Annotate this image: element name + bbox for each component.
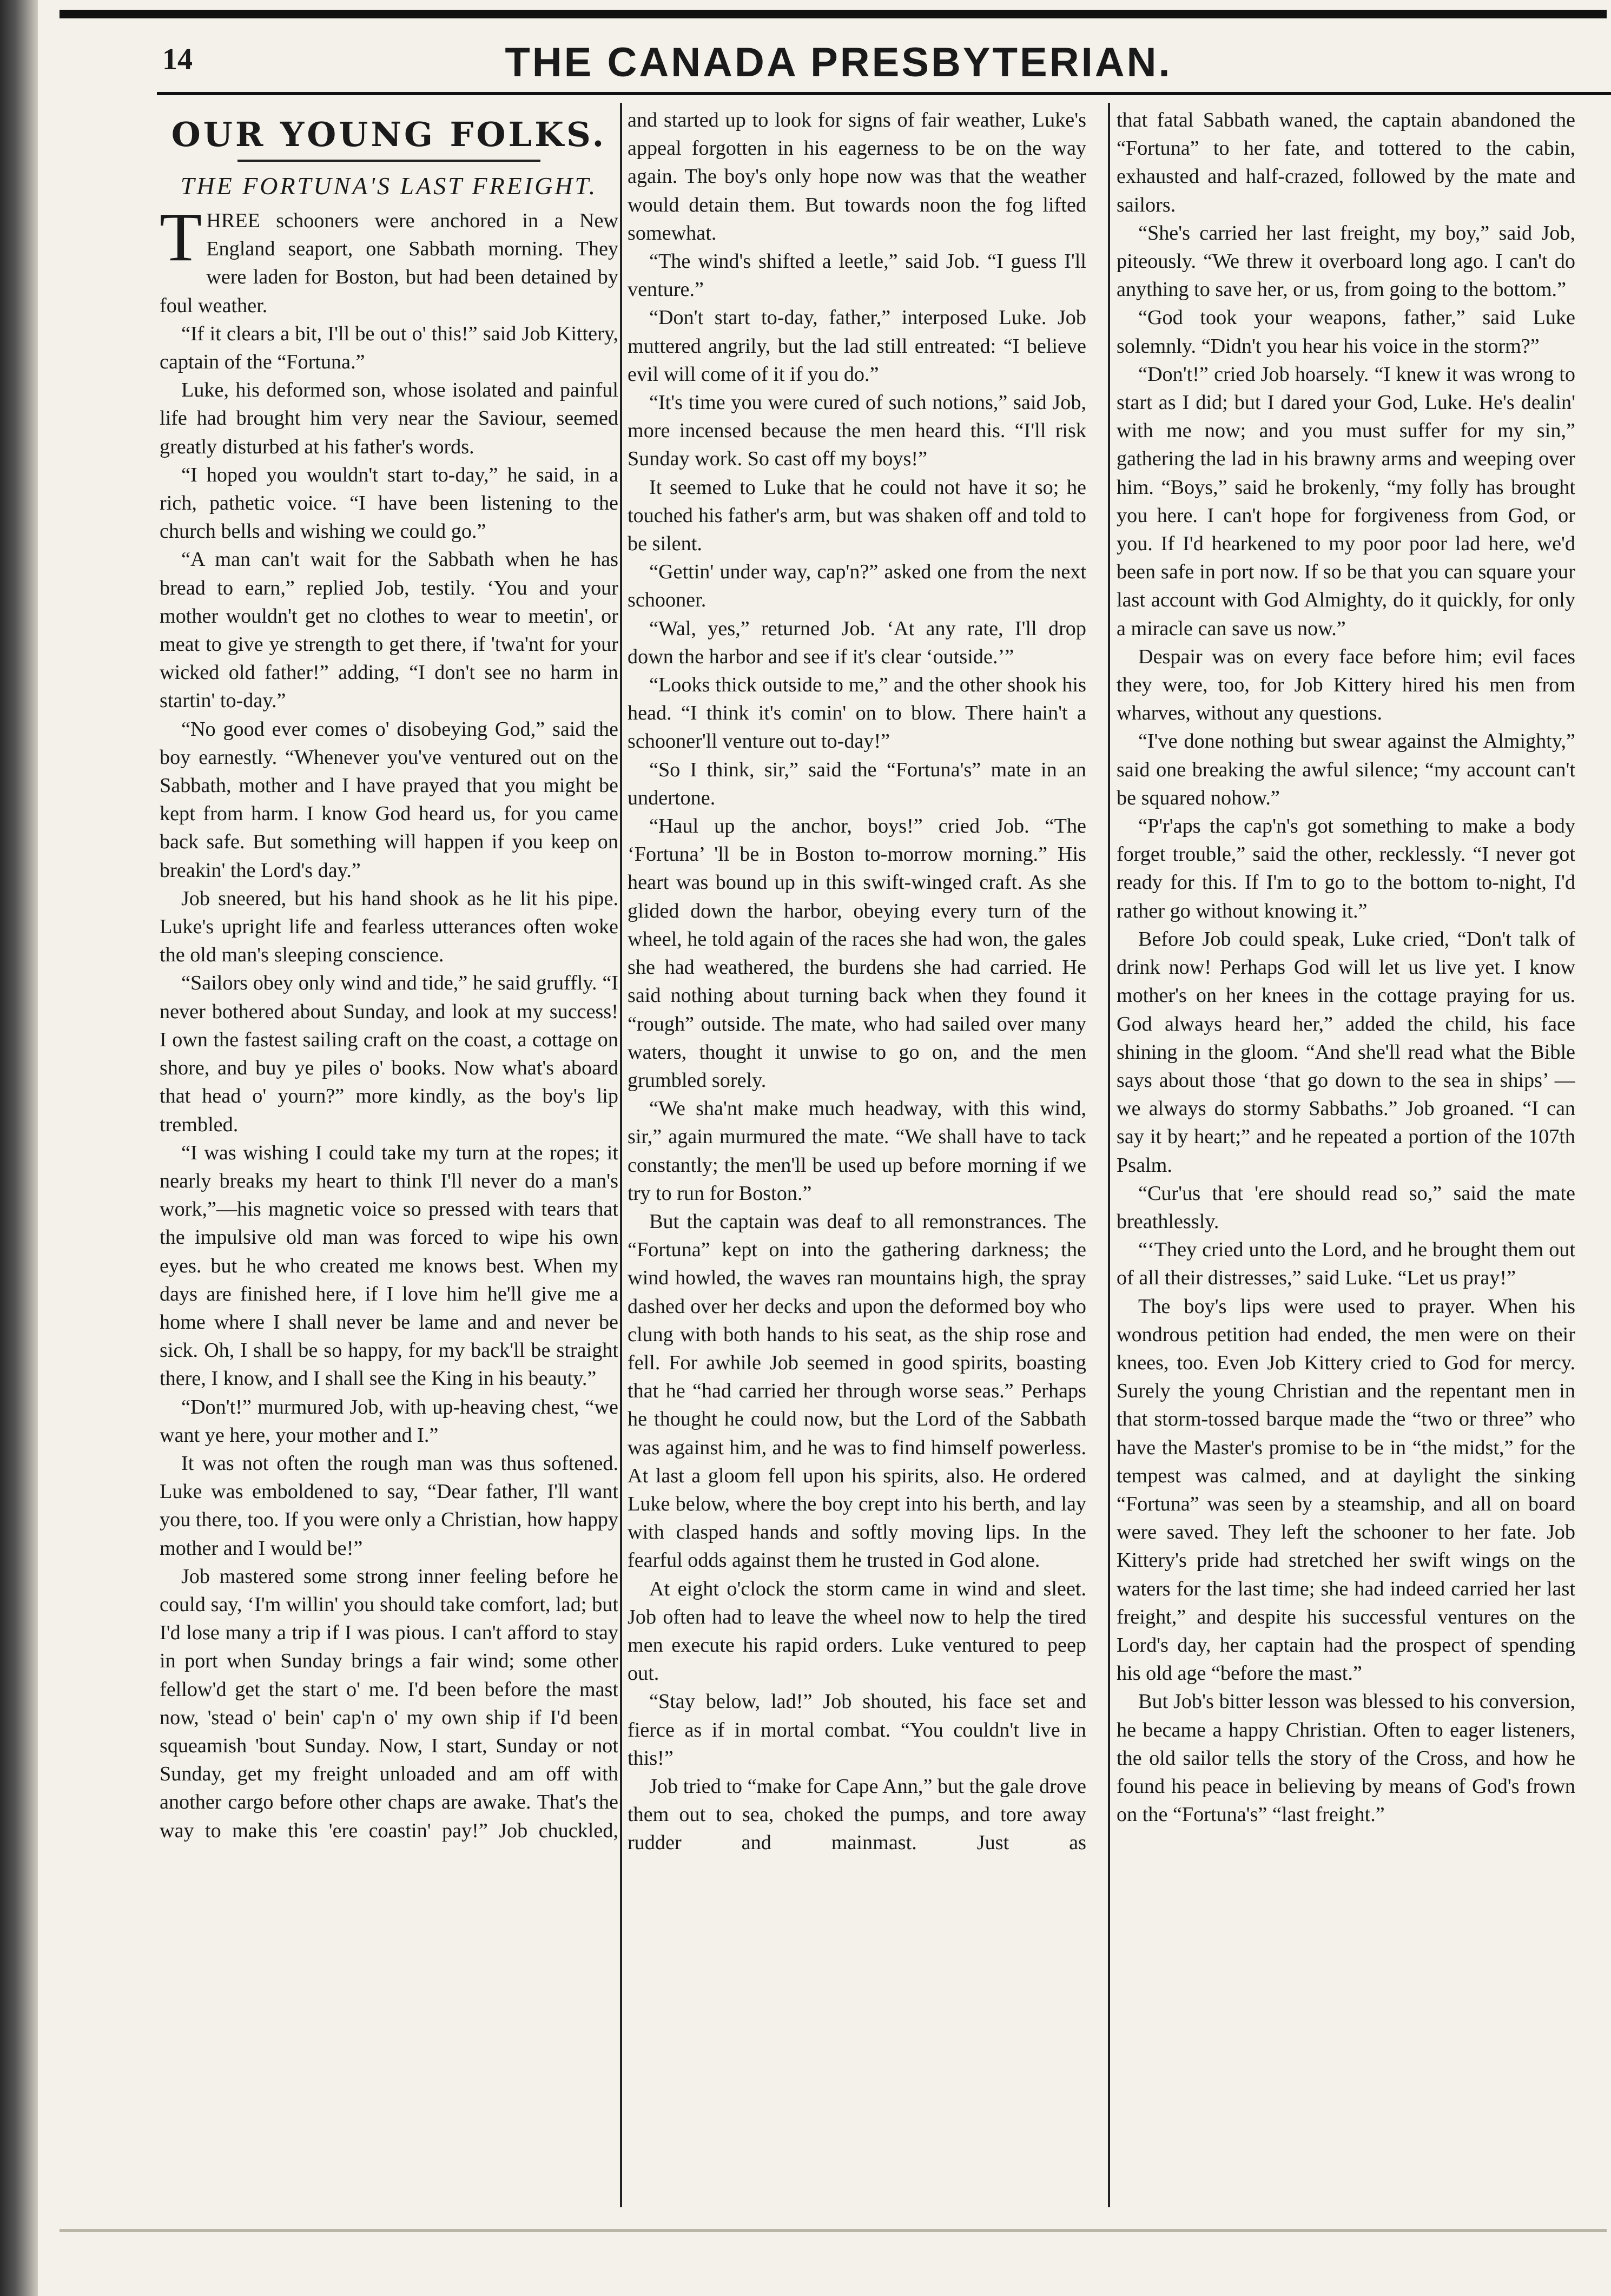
paragraph: and started up to look for signs of fair weather, Luke's appeal forgotten in his eagerness to be on the way again. The boy's only hope now was that the weather would detain them. But towards noon the fog lifted somewhat. <box>628 109 1086 245</box>
paragraph: “It's time you were cured of such notions,” said Job, more incensed because the men heard this. “I'll risk Sunday work. So cast off my boys!” <box>628 391 1086 471</box>
paragraph: “Haul up the anchor, boys!” cried Job. “The ‘Fortuna’ 'll be in Boston to-morrow morning.” His heart was bound up in this swift-winged craft. As she glided down the harbor, obeying every turn of the wheel, he told again of the races she had won, the gales she had weathered, the burdens she had carried. He said nothing about turning back when they found it “rough” outside. The mate, who had sailed over many waters, thought it unwise to go on, and the men grumbled sorely. <box>628 815 1086 1092</box>
paragraph: “Wal, yes,” returned Job. ‘At any rate, I'll drop down the harbor and see if it's clear ‘outside.’” <box>628 617 1086 668</box>
paragraph: “I've done nothing but swear against the Almighty,” said one breaking the awful silence; “my account can't be squared nohow.” <box>1117 730 1575 809</box>
paragraph: “We sha'nt make much headway, with this wind, sir,” again murmured the mate. “We shall have to tack constantly; the men'll be used up before morning if we try to run for Boston.” <box>628 1097 1086 1205</box>
section-title: OUR YOUNG FOLKS. <box>171 115 607 154</box>
paragraph: “Don't!” murmured Job, with up-heaving chest, “we want ye here, your mother and I.” <box>160 1395 618 1447</box>
paragraph: “The wind's shifted a leetle,” said Job. “I guess I'll venture.” <box>628 250 1086 301</box>
header-rule <box>157 92 1611 95</box>
section-rule <box>237 160 540 162</box>
paragraph: “‘They cried unto the Lord, and he brought them out of all their distresses,” said Luke. “Let us pray!” <box>1117 1238 1575 1290</box>
page-number: 14 <box>162 43 193 76</box>
paragraph: “Don't!” cried Job hoarsely. “I knew it was wrong to start as I did; but I dared your God, Luke. He's dealin' with me now; and you must suffer for my sin,” gathering the lad in his brawny arms and weeping over him. “Boys,” said he brokenly, “my folly has brought you here. I can't hope for forgiveness from God, or you. If I'd hearkened to my poor poor lad here, we'd been safe in port now. If so be that you can square your last account with God Almighty, do it quickly, for only a miracle can save us now.” <box>1117 362 1575 640</box>
article-column-3 <box>1117 106 1575 2205</box>
article-column-2 <box>628 106 1086 2205</box>
paragraph: Job tried to “make for Cape Ann,” but the gale drove them out to sea, choked the pumps, and tore away rudder and mainmast. Just as <box>628 1774 1086 1855</box>
paragraph: It was not often the rough man was thus softened. Luke was emboldened to say, “Dear father, I'll want you there, too. If you were only a Christian, how happy mother and I would be!” <box>160 1452 618 1560</box>
paragraph: that fatal Sabbath waned, the captain abandoned the “Fortuna” to her fate, and tottered to the cabin, exhausted and half-crazed, followed by the mate and sailors. <box>1117 109 1575 216</box>
bottom-margin-rule <box>60 2229 1607 2232</box>
column-divider <box>1108 103 1110 2207</box>
paragraph: “No good ever comes o' disobeying God,” said the boy earnestly. “Whenever you've ventured out on the Sabbath, mother and I have prayed that you might be kept from harm. I know God heard us, for you came back safe. But something will happen if you keep on breakin' the Lord's day.” <box>160 717 618 882</box>
masthead-title: THE CANADA PRESBYTERIAN. <box>505 39 1172 85</box>
paragraph-text: HREE schooners were anchored in a New England seaport, one Sabbath morning. They were laden for Boston, but had been detained by foul weather. <box>160 209 618 317</box>
paragraph: “She's carried her last freight, my boy,” said Job, piteously. “We threw it overboard long ago. I can't do anything to save her, or us, from going to the bottom.” <box>1117 221 1575 301</box>
paragraph: Job mastered some strong inner feeling before he could say, ‘I'm willin' you should take comfort, lad; but I'd lose many a trip if I was pious. I can't afford to stay in port when Sunday brings a fair wind; some other fellow'd get the start o' me. I'd been before the mast now, 'stead o' bein' cap'n o' my own ship if I'd been squeamish 'bout Sunday. Now, I start, Sunday or not Sunday, get my freight unloaded and am off with another cargo before other chaps are awake. That's the way to make this 'ere coastin' pay!” Job chuckled, <box>160 1565 618 1842</box>
story-title: THE FORTUNA'S LAST FREIGHT. <box>180 172 598 200</box>
page-binding-edge <box>0 0 38 2296</box>
column-divider <box>620 103 622 2207</box>
article-column-1 <box>160 106 618 2205</box>
paragraph: The boy's lips were used to prayer. When his wondrous petition had ended, the men were on their knees, too. Even Job Kittery cried to God for mercy. Surely the young Christian and the repentant men in that storm-tossed barque made the “two or three” who have the Master's promise to be in “the midst,” for the tempest was calmed, and at daylight the sinking “Fortuna” was seen by a steamship, and all on board were saved. They left the schooner to her fate. Job Kittery's pride had stretched her swift wings on the waters for the last time; she had indeed carried her last freight,” and despite his successful ventures on the Lord's day, her captain had the prospect of spending his old age “before the mast.” <box>1117 1295 1575 1685</box>
paragraph: “Looks thick outside to me,” and the other shook his head. “I think it's comin' on to blow. There hain't a schooner'll venture out to-day!” <box>628 674 1086 753</box>
paragraph: It seemed to Luke that he could not have it so; he touched his father's arm, but was shaken off and told to be silent. <box>628 476 1086 556</box>
paragraph: But the captain was deaf to all remonstrances. The “Fortuna” kept on into the gathering darkness; the wind howled, the waves ran mountains high, the spray dashed over her decks and upon the deformed boy who clung with both hands to his seat, as the ship rose and fell. For awhile Job seemed in good spirits, boasting that he “had carried her through worse seas.” Perhaps he thought he could now, but the Lord of the Sabbath was against him, and he was to find himself powerless. At last a gloom fell upon his spirits, also. He ordered Luke below, where the boy crept into his berth, and lay with clasped hands and softly moving lips. In the fearful odds against them he trusted in God alone. <box>628 1210 1086 1572</box>
paragraph: “Don't start to-day, father,” interposed Luke. Job muttered angrily, but the lad still entreated: “I believe evil will come of it if you do.” <box>628 306 1086 386</box>
paragraph: “So I think, sir,” said the “Fortuna's” mate in an undertone. <box>628 758 1086 809</box>
paragraph: At eight o'clock the storm came in wind and sleet. Job often had to leave the wheel now to help the tired men execute his rapid orders. Luke ventured to peep out. <box>628 1577 1086 1685</box>
paragraph: “I hoped you wouldn't start to-day,” he said, in a rich, pathetic voice. “I have been listening to the church bells and wishing we could go.” <box>160 463 618 543</box>
top-border-rule <box>60 10 1607 18</box>
paragraph <box>160 199 618 320</box>
paragraph: Despair was on every face before him; evil faces they were, too, for Job Kittery hired his men from wharves, without any questions. <box>1117 645 1575 725</box>
paragraph: But Job's bitter lesson was blessed to his conversion, he became a happy Christian. Often to eager listeners, the old sailor tells the story of the Cross, and how he found his peace in believing by means of God's frown on the “Fortuna's” “last freight.” <box>1117 1690 1575 1826</box>
paragraph: “If it clears a bit, I'll be out o' this!” said Job Kittery, captain of the “Fortuna.” <box>160 322 618 374</box>
paragraph: “Gettin' under way, cap'n?” asked one from the next schooner. <box>628 560 1086 612</box>
paragraph: “God took your weapons, father,” said Luke solemnly. “Didn't you hear his voice in the storm?” <box>1117 306 1575 358</box>
paragraph: “A man can't wait for the Sabbath when he has bread to earn,” replied Job, testily. ‘You and your mother wouldn't get no clothes to wear to meetin', or meat to give ye strength to get there, if 'twa'nt for your wicked old father!” adding, “I don't see no harm in startin' to-day.” <box>160 548 618 712</box>
paragraph: “Sailors obey only wind and tide,” he said gruffly. “I never bothered about Sunday, and look at my success! I own the fastest sailing craft on the coast, a cottage on shore, and buy ye piles o' books. Now what's aboard that head o' yourn?” more kindly, as the boy's lip trembled. <box>160 972 618 1136</box>
page-header <box>162 39 1515 91</box>
paragraph: “Cur'us that 'ere should read so,” said the mate breathlessly. <box>1117 1182 1575 1233</box>
paragraph: Before Job could speak, Luke cried, “Don't talk of drink now! Perhaps God will let us live yet. I know mother's on her knees in the cottage praying for us. God always heard her,” added the child, his face shining in the gloom. “And she'll read what the Bible says about those ‘that go down to the sea in ships’ —we always do stormy Sabbaths.” Job groaned. “I can say it by heart;” and he repeated a portion of the 107th Psalm. <box>1117 927 1575 1177</box>
paragraph: “P'r'aps the cap'n's got something to make a body forget trouble,” said the other, recklessly. “I never got ready for this. If I'm to go to the bottom to-night, I'd rather go without knowing it.” <box>1117 815 1575 922</box>
paragraph: “I was wishing I could take my turn at the ropes; it nearly breaks my heart to think I'll never do a man's work,”—his magnetic voice so pressed with tears that the impulsive old man was forced to wipe his own eyes. but he who created me knows best. When my days are finished here, if I love him he'll give me a home where I shall never be lame and and never be sick. Oh, I shall be so happy, for my back'll be straight there, I know, and I shall see the King in his beauty.” <box>160 1141 618 1390</box>
paragraph: “Stay below, lad!” Job shouted, his face set and fierce as if in mortal combat. “You couldn't live in this!” <box>628 1690 1086 1770</box>
paragraph: Job sneered, but his hand shook as he lit his pipe. Luke's upright life and fearless utterances often woke the old man's sleeping conscience. <box>160 887 618 967</box>
drop-cap: T <box>160 199 202 275</box>
paragraph: Luke, his deformed son, whose isolated and painful life had brought him very near the Saviour, seemed greatly disturbed at his father's words. <box>160 379 618 458</box>
